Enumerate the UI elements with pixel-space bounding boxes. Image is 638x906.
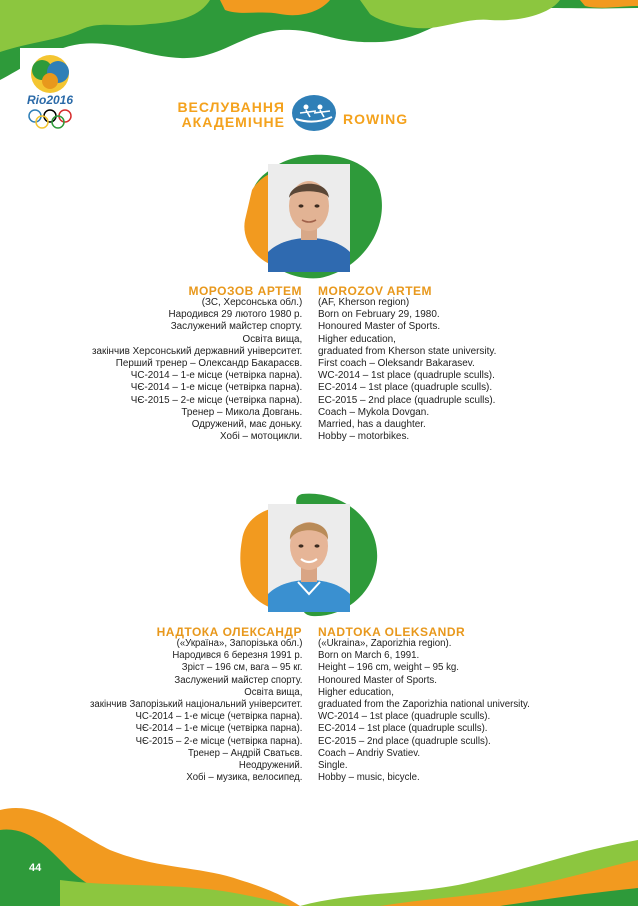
header-background: [0, 0, 638, 100]
bio-line: ЧС-2014 – 1-е місце (четвірка парна).: [135, 711, 302, 723]
bio-line: («Ukraina», Zaporizhia region).: [318, 638, 452, 649]
sport-title-en: ROWING: [343, 111, 409, 127]
athlete-2-bio-ua: [90, 638, 302, 784]
bio-line: Заслужений майстер спорту.: [173, 674, 302, 686]
athlete-1-portrait: [268, 164, 350, 272]
sport-title-ua: [165, 100, 285, 130]
bio-line: WC-2014 – 1st place (quadruple sculls).: [318, 370, 495, 382]
bio-line: Неодружений.: [238, 759, 302, 771]
bio-line: Hobby – music, bicycle.: [318, 772, 420, 784]
athlete-1-bio-en: [318, 297, 496, 443]
bio-line: (ЗС, Херсонська обл.): [201, 297, 302, 308]
athlete-1-name-en: MOROZOV ARTEM: [318, 284, 433, 298]
bio-line: ЧЄ-2014 – 1-е місце (четвірка парна).: [135, 723, 302, 735]
bio-line: Заслужений майстер спорту.: [170, 321, 302, 333]
bio-line: Honoured Master of Sports.: [318, 321, 441, 333]
bio-line: Born on February 29, 1980.: [318, 309, 440, 321]
bio-line: EC-2014 – 1st place (quadruple sculls).: [318, 382, 493, 394]
bio-line: Hobby – motorbikes.: [318, 431, 410, 443]
bio-line: ЧЄ-2015 – 2-е місце (четвірка парна).: [135, 735, 302, 747]
bio-line: Зріст – 196 см, вага – 95 кг.: [181, 662, 302, 674]
bio-line: Тренер – Микола Довгань.: [181, 406, 302, 418]
svg-text:Rio2016: Rio2016: [26, 93, 74, 107]
bio-line: Освіта вища,: [242, 333, 302, 345]
bio-line: graduated from the Zaporizhia national university.: [318, 698, 530, 710]
bio-line: Одружений, має доньку.: [191, 418, 302, 430]
bio-line: Height – 196 cm, weight – 95 kg.: [318, 662, 459, 674]
bio-line: ЧЄ-2015 – 2-е місце (четвірка парна).: [130, 394, 302, 406]
bio-line: EC-2015 – 2nd place (quadruple sculls).: [318, 735, 491, 747]
bio-line: EC-2014 – 1st place (quadruple sculls).: [318, 723, 488, 735]
rio2016-logo: [20, 48, 80, 130]
bio-line: First coach – Oleksandr Bakarasev.: [318, 357, 475, 369]
bio-line: Народився 6 березня 1991 р.: [171, 650, 302, 662]
athlete-2-photo: [268, 504, 350, 612]
bio-line: Перший тренер – Олександр Бакарасєв.: [115, 357, 302, 369]
athlete-2-name-ua: НАДТОКА ОЛЕКСАНДР: [156, 625, 302, 639]
bio-line: ЧС-2014 – 1-е місце (четвірка парна).: [130, 370, 302, 382]
bio-line: Higher education,: [318, 333, 396, 345]
athlete-2-portrait: [268, 504, 350, 612]
bio-line: Born on March 6, 1991.: [318, 650, 420, 662]
bio-line: Honoured Master of Sports.: [318, 674, 437, 686]
bio-line: Тренер – Андрій Сватьєв.: [187, 747, 302, 759]
sport-title-ua-line2: АКАДЕМІЧНЕ: [181, 114, 285, 130]
bio-line: Освіта вища,: [243, 686, 302, 698]
bio-line: ЧЄ-2014 – 1-е місце (четвірка парна).: [130, 382, 302, 394]
bio-line: Single.: [318, 759, 348, 771]
bio-line: Хобі – мотоцикли.: [219, 431, 302, 443]
athlete-2-bio-en: [318, 638, 530, 784]
bio-line: («Україна», Запорізька обл.): [176, 638, 302, 649]
athlete-1-bio-ua: [92, 297, 302, 443]
bio-line: закінчив Запорізький національний університет.: [89, 698, 302, 710]
athlete-2-name-en: NADTOKA OLEKSANDR: [318, 625, 466, 639]
bio-line: (AF, Kherson region): [318, 297, 410, 308]
sport-title-ua-line1: ВЕСЛУВАННЯ: [177, 99, 285, 115]
bio-line: Coach – Mykola Dovgan.: [318, 406, 430, 418]
athlete-1-name-ua: МОРОЗОВ АРТЕМ: [188, 284, 302, 298]
footer-background: [0, 770, 638, 906]
bio-line: EC-2015 – 2nd place (quadruple sculls).: [318, 394, 496, 406]
bio-line: graduated from Kherson state university.: [318, 345, 497, 357]
bio-line: Higher education,: [318, 686, 394, 698]
page-number: 44: [29, 862, 42, 874]
athlete-1-photo: [268, 164, 350, 272]
bio-line: Хобі – музика, велосипед.: [185, 772, 302, 784]
bio-line: Married, has a daughter.: [318, 418, 426, 430]
bio-line: Coach – Andriy Svatiev.: [318, 747, 421, 759]
rowing-icon: [290, 93, 338, 133]
bio-line: закінчив Херсонський державний університет.: [91, 345, 302, 357]
bio-line: WC-2014 – 1st place (quadruple sculls).: [318, 711, 491, 723]
bio-line: Народився 29 лютого 1980 р.: [168, 309, 302, 321]
